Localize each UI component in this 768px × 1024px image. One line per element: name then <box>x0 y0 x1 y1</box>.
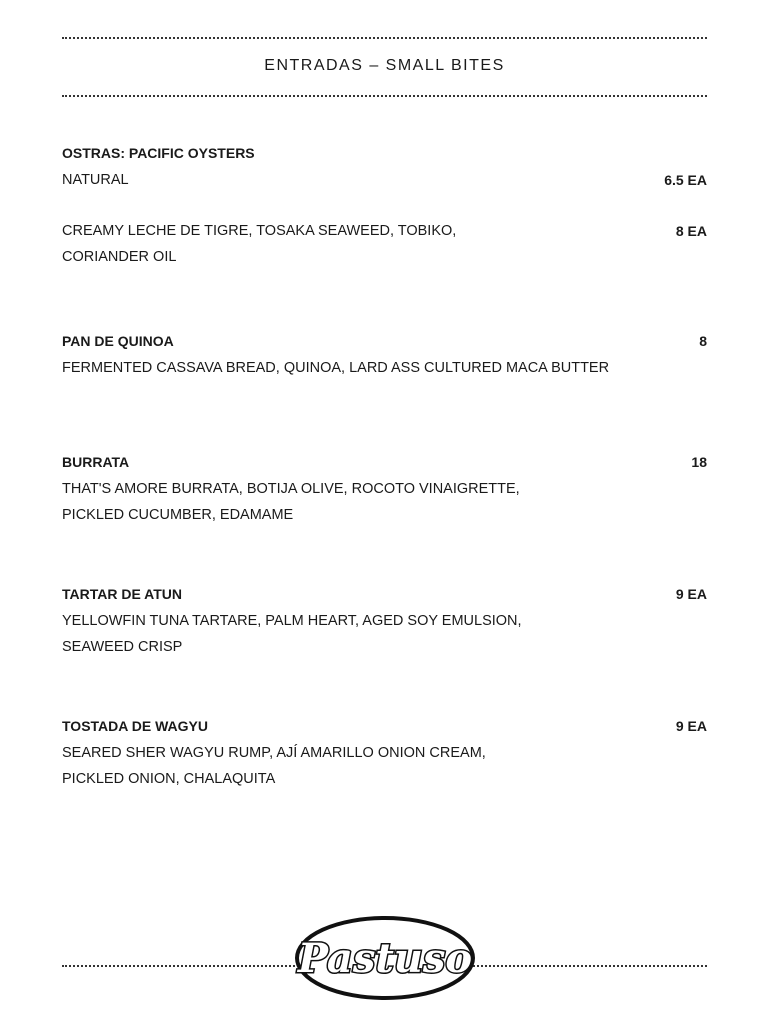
item-description: SEARED SHER WAGYU RUMP, AJÍ AMARILLO ONION CREAM, <box>62 745 486 761</box>
item-description: YELLOWFIN TUNA TARTARE, PALM HEART, AGED SOY EMULSION, <box>62 613 522 629</box>
item-description: CORIANDER OIL <box>62 249 177 265</box>
brand-logo <box>290 900 480 1010</box>
item-price: 6.5 EA <box>664 172 707 188</box>
top-divider <box>62 37 707 39</box>
item-price: 8 EA <box>675 223 707 239</box>
section-title: ENTRADAS – SMALL BITES <box>264 57 505 74</box>
menu-item-tartar-de-atun <box>62 581 707 660</box>
item-name: TARTAR DE ATUN <box>62 586 183 602</box>
item-description: SEAWEED CRISP <box>62 639 183 655</box>
item-price: 18 <box>691 454 707 470</box>
item-name: PAN DE QUINOA <box>62 333 174 349</box>
item-price: 8 <box>699 333 707 349</box>
menu-item-burrata <box>62 449 707 528</box>
item-description: NATURAL <box>62 172 129 188</box>
item-name: BURRATA <box>62 454 130 470</box>
item-price: 9 EA <box>675 718 707 734</box>
item-description: PICKLED CUCUMBER, EDAMAME <box>62 507 294 523</box>
menu-item-oysters <box>62 140 707 270</box>
menu-item-tostada-de-wagyu <box>62 713 707 792</box>
item-description: FERMENTED CASSAVA BREAD, QUINOA, LARD ASS CULTURED MACA BUTTER <box>62 360 610 376</box>
item-description: PICKLED ONION, CHALAQUITA <box>62 771 276 787</box>
menu-item-pan-de-quinoa <box>62 328 707 381</box>
item-description: CREAMY LECHE DE TIGRE, TOSAKA SEAWEED, TOBIKO, <box>62 223 457 239</box>
item-price: 9 EA <box>675 586 707 602</box>
item-name: OSTRAS: PACIFIC OYSTERS <box>62 145 255 161</box>
item-name: TOSTADA DE WAGYU <box>62 718 208 734</box>
item-description: THAT'S AMORE BURRATA, BOTIJA OLIVE, ROCOTO VINAIGRETTE, <box>62 481 520 497</box>
header-divider <box>62 95 707 97</box>
brand-logo-text: Pastuso <box>297 935 473 982</box>
